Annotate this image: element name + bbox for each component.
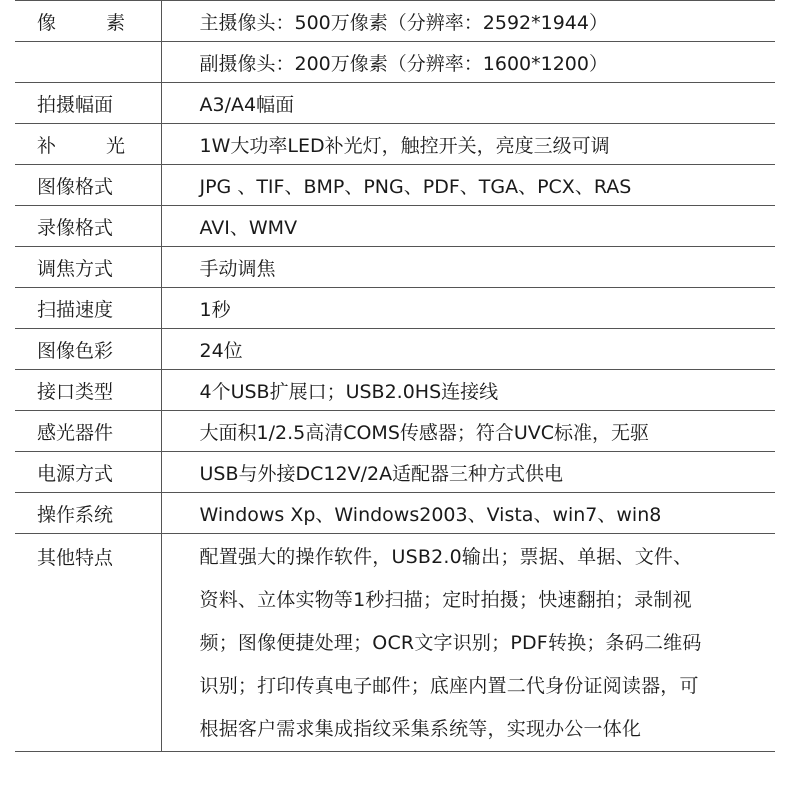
table-row bbox=[15, 452, 775, 493]
table-row bbox=[15, 124, 775, 165]
feature-line: 频；图像便捷处理；OCR文字识别；PDF转换；条码二维码 bbox=[199, 632, 702, 654]
row-label-scan-speed: 扫描速度 bbox=[15, 288, 161, 329]
row-value-other-features bbox=[161, 534, 775, 752]
row-label-scan-size: 拍摄幅面 bbox=[15, 83, 161, 124]
row-label-char: 像 bbox=[37, 11, 57, 34]
row-value-os: Windows Xp、Windows2003、Vista、win7、win8 bbox=[161, 493, 775, 534]
table-row bbox=[15, 42, 775, 83]
table-row bbox=[15, 165, 775, 206]
table-row bbox=[15, 534, 775, 752]
feature-line: 资料、立体实物等1秒扫描；定时拍摄；快速翻拍；录制视 bbox=[199, 589, 692, 611]
row-label-empty bbox=[15, 42, 161, 83]
row-label-video-format: 录像格式 bbox=[15, 206, 161, 247]
row-label-color-depth: 图像色彩 bbox=[15, 329, 161, 370]
row-value-power: USB与外接DC12V/2A适配器三种方式供电 bbox=[161, 452, 775, 493]
feature-line: 配置强大的操作软件，USB2.0输出；票据、单据、文件、 bbox=[199, 546, 693, 568]
row-value-color-depth: 24位 bbox=[161, 329, 775, 370]
row-value-sensor: 大面积1/2.5高清COMS传感器；符合UVC标准，无驱 bbox=[161, 411, 775, 452]
row-label-other-features: 其他特点 bbox=[15, 534, 161, 752]
row-label-focus-mode: 调焦方式 bbox=[15, 247, 161, 288]
row-label-os: 操作系统 bbox=[15, 493, 161, 534]
table-row bbox=[15, 411, 775, 452]
row-value-sub-camera: 副摄像头：200万像素（分辨率：1600*1200） bbox=[161, 42, 775, 83]
row-value-fill-light: 1W大功率LED补光灯，触控开关，亮度三级可调 bbox=[161, 124, 775, 165]
row-value-scan-size: A3/A4幅面 bbox=[161, 83, 775, 124]
row-value-main-camera: 主摄像头：500万像素（分辨率：2592*1944） bbox=[161, 1, 775, 42]
spec-table bbox=[15, 0, 775, 752]
feature-line: 根据客户需求集成指纹采集系统等，实现办公一体化 bbox=[199, 718, 642, 740]
table-row bbox=[15, 370, 775, 411]
row-label-fill-light bbox=[15, 124, 161, 165]
table-row bbox=[15, 83, 775, 124]
row-value-video-format: AVI、WMV bbox=[161, 206, 775, 247]
table-row bbox=[15, 1, 775, 42]
row-label-char: 光 bbox=[105, 134, 125, 157]
row-label-interface: 接口类型 bbox=[15, 370, 161, 411]
row-value-focus-mode: 手动调焦 bbox=[161, 247, 775, 288]
row-value-interface: 4个USB扩展口；USB2.0HS连接线 bbox=[161, 370, 775, 411]
row-value-image-format: JPG 、TIF、BMP、PNG、PDF、TGA、PCX、RAS bbox=[161, 165, 775, 206]
row-label-char: 补 bbox=[37, 134, 57, 157]
table-row bbox=[15, 247, 775, 288]
table-row bbox=[15, 206, 775, 247]
table-row bbox=[15, 288, 775, 329]
row-label-power: 电源方式 bbox=[15, 452, 161, 493]
row-label-image-format: 图像格式 bbox=[15, 165, 161, 206]
row-label-sensor: 感光器件 bbox=[15, 411, 161, 452]
feature-line: 识别；打印传真电子邮件；底座内置二代身份证阅读器，可 bbox=[199, 675, 699, 697]
table-row bbox=[15, 329, 775, 370]
row-value-scan-speed: 1秒 bbox=[161, 288, 775, 329]
table-row bbox=[15, 493, 775, 534]
row-label-char: 素 bbox=[105, 11, 125, 34]
row-label-pixels bbox=[15, 1, 161, 42]
